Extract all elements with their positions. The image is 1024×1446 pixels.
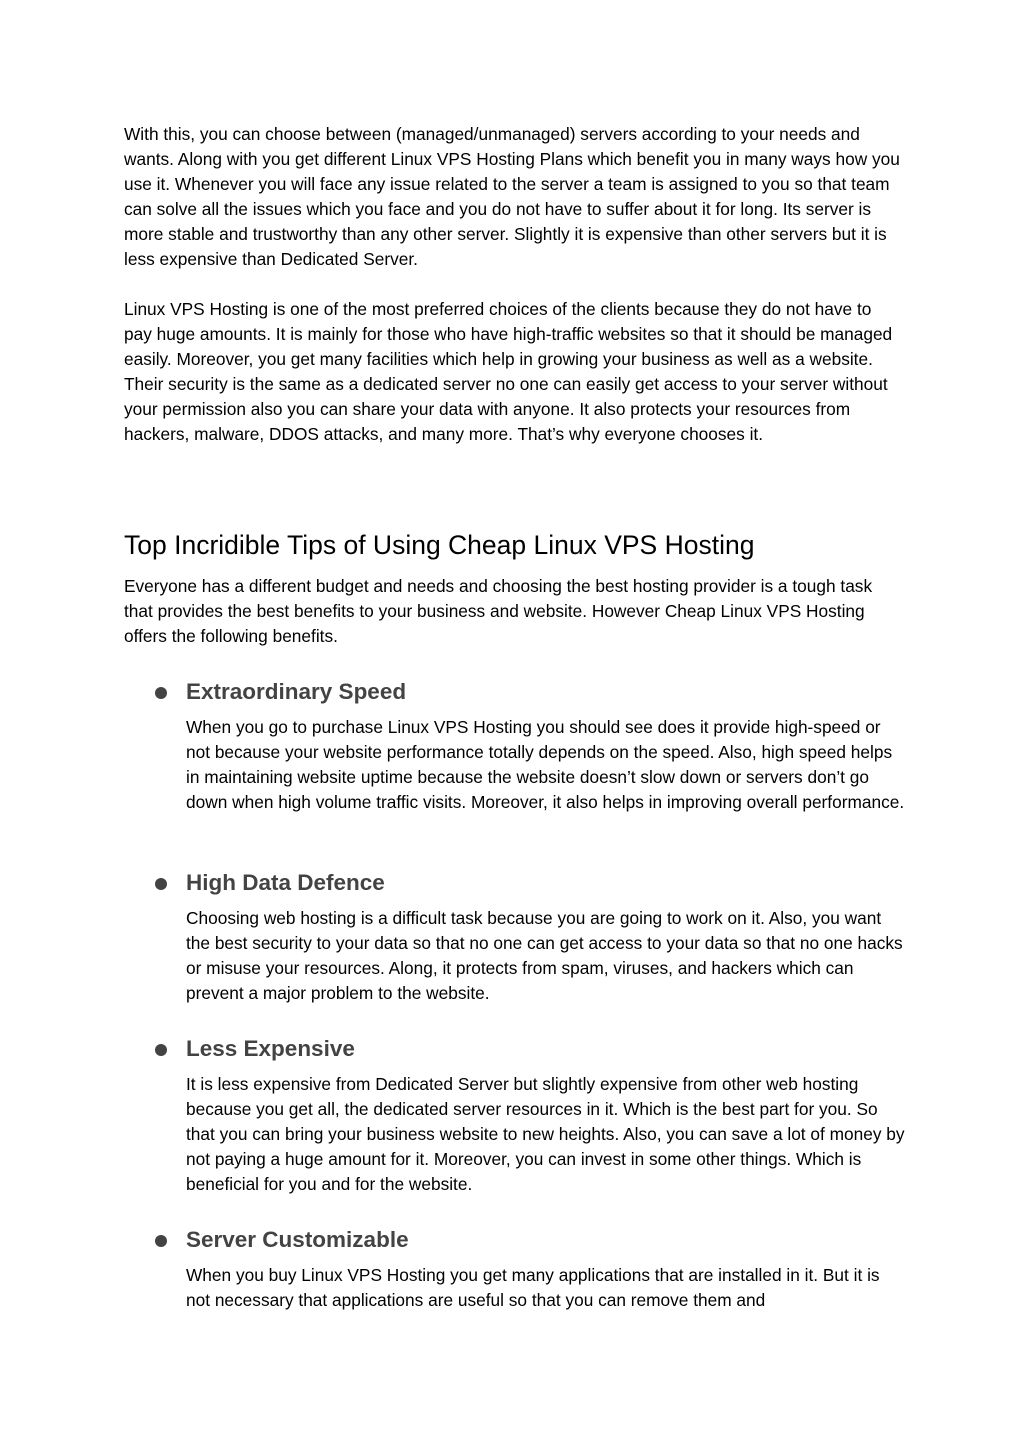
tip-heading: Server Customizable — [186, 1227, 409, 1252]
tip-body: It is less expensive from Dedicated Server but slightly expensive from other web hosting because you get all, the dedicated server resources in it. Which is the best part for you. So that you can bring your business website to new heights. Also, you can save a lot of money by not paying a huge amount for it. Moreover, you can invest in some other things. Which is beneficial for you and for the website. — [186, 1074, 905, 1194]
section-heading: Top Incridible Tips of Using Cheap Linux VPS Hosting — [124, 530, 755, 560]
tip-body: When you go to purchase Linux VPS Hosting you should see does it provide high-speed or not because your website performance totally depends on the speed. Also, high speed helps in maintaining website uptime because the website doesn’t slow down or servers don’t go down when high volume traffic visits. Moreover, it also helps in improving overall performance. — [186, 717, 905, 812]
bullet-dot-icon — [155, 687, 167, 699]
tip-heading: Less Expensive — [186, 1036, 355, 1061]
section-intro: Everyone has a different budget and needs and choosing the best hosting provider is a tough task that provides the best benefits to your business and website. However Cheap Linux VPS Hosting offers the following benefits. — [124, 576, 873, 646]
tip-body: When you buy Linux VPS Hosting you get many applications that are installed in it. But it is not necessary that applications are useful so that you can remove them and — [186, 1265, 880, 1310]
bullet-dot-icon — [155, 1044, 167, 1056]
tip-heading: High Data Defence — [186, 870, 385, 895]
paragraph-preferred-choice: Linux VPS Hosting is one of the most preferred choices of the clients because they do not have to pay huge amounts. It is mainly for those who have high-traffic websites so that it should be managed easily. Moreover, you get many facilities which help in growing your business as well as a website. Their security is the same as a dedicated server no one can easily get access to your server without your permission also you can share your data with anyone. It also protects your resources from hackers, malware, DDOS attacks, and many more. That’s why everyone chooses it. — [124, 299, 893, 444]
bullet-dot-icon — [155, 1235, 167, 1247]
tip-body: Choosing web hosting is a difficult task because you are going to work on it. Also, you want the best security to your data so that no one can get access to your data so that no one hacks or misuse your resources. Along, it protects from spam, viruses, and hackers which can prevent a major problem to the website. — [186, 908, 903, 1003]
paragraph-managed-servers: With this, you can choose between (managed/unmanaged) servers according to your needs and wants. Along with you get different Linux VPS Hosting Plans which benefit you in many ways how you use it. Whenever you will face any issue related to the server a team is assigned to you so that team can solve all the issues which you face and you do not have to suffer about it for long. Its server is more stable and trustworthy than any other server. Slightly it is expensive than other servers but it is less expensive than Dedicated Server. — [124, 124, 900, 269]
tip-heading: Extraordinary Speed — [186, 679, 407, 704]
bullet-dot-icon — [155, 878, 167, 890]
